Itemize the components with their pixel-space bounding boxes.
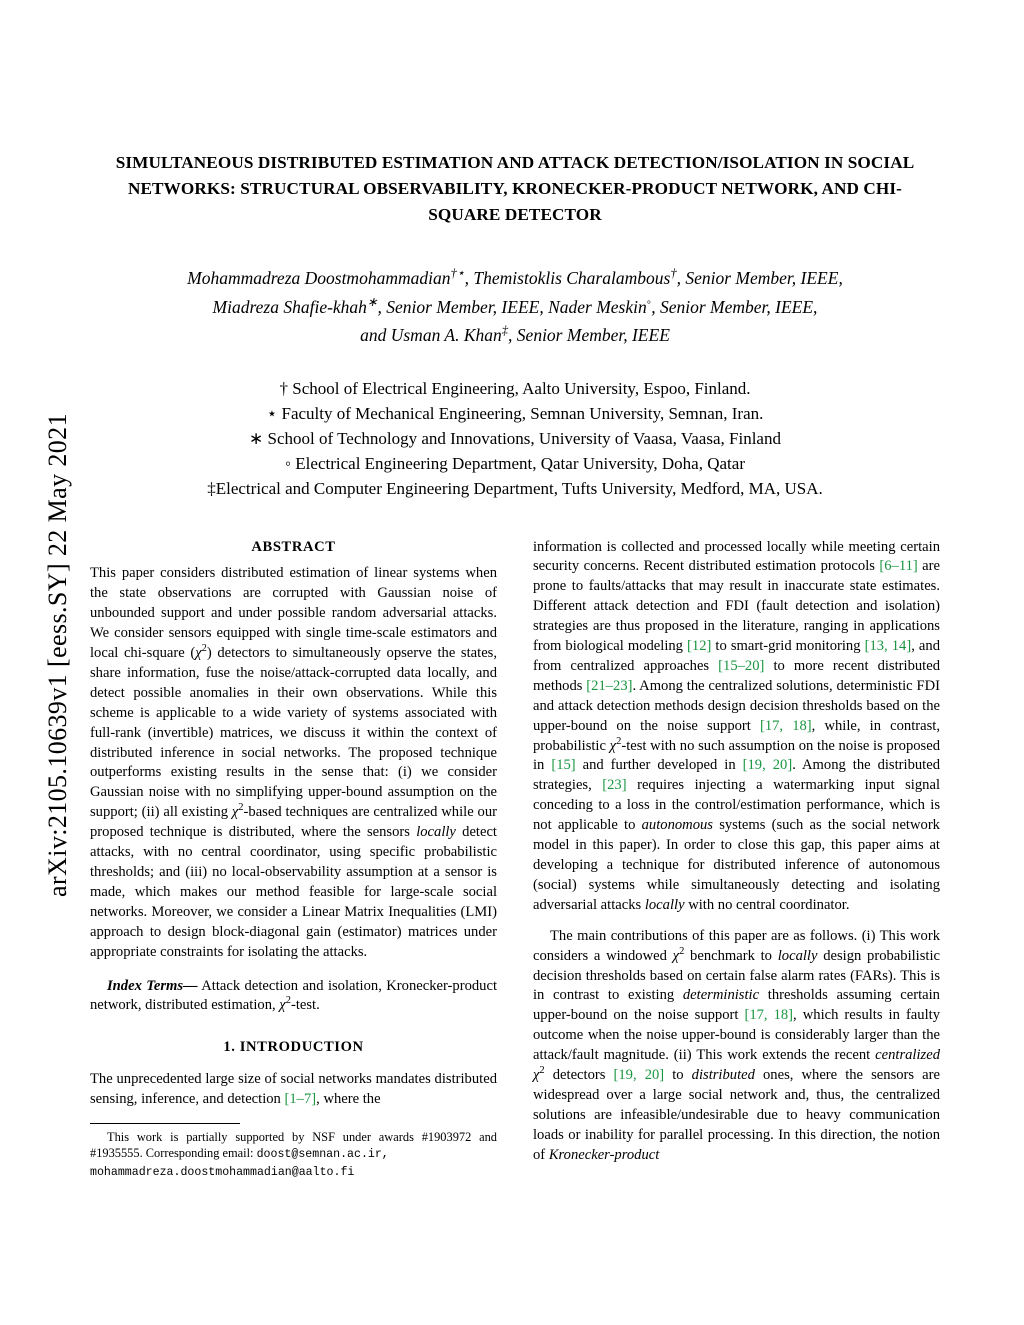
citation-link[interactable]: [19, 20] [613,1067,665,1084]
right-column [533,538,940,1181]
affiliation-block [90,377,940,501]
affiliation-item: ◦ Electrical Engineering Department, Qatar University, Doha, Qatar [285,453,745,473]
citation-link[interactable]: [17, 18] [759,717,812,734]
abstract-heading: ABSTRACT [251,538,336,555]
citation-link[interactable]: [17, 18] [744,1007,794,1024]
two-column-body [90,538,940,1181]
footnote-email-2[interactable]: mohammadreza.doostmohammadian@aalto.fi [90,1165,355,1179]
abstract-paragraph: This paper considers distributed estimation of linear systems when the state observations are corrupted with Gaussian noise of unbounded support and under possible random adversarial attacks. We consider sensors equipped with single time-scale estimators and local chi-square $(\chi^2)$ detectors to simultaneously opserve the states, share information, fuse the noise/attack-corrupted data locally, and detect possible anomalies in their own observations. While this scheme is applicable to a wide variety of systems associated with full-rank (invertible) matrices, we discuss it within the context of distributed inference in social networks. The proposed technique outperforms existing results in the sense that: (i) we consider Gaussian noise with no simplifying upper-bound assumption on the support; (ii) all existing $\chi^2$-based techniques are centralized while our proposed technique is distributed, where the sensors locally detect attacks, with no central coordinator, using specific probabilistic thresholds; and (iii) no local-observability assumption at a sensor is made, which makes our method feasible for large-scale social networks. Moreover, we consider a Linear Matrix Inequalities (LMI) approach to design block-diagonal gain (estimator) matrices under appropriate constraints for isolating the attacks. [90,565,497,960]
footnote-rule [90,1123,240,1124]
footnote-email-1[interactable]: doost@semnan.ac.ir, [256,1148,389,1162]
author-line-3: and Usman A. Khan‡, Senior Member, IEEE [360,323,670,346]
arxiv-stamp: arXiv:2105.10639v1 [eess.SY] 22 May 2021 [43,413,72,897]
citation-link[interactable]: [6–11] [879,558,918,575]
citation-link[interactable]: [19, 20] [742,757,793,774]
page-title: SIMULTANEOUS DISTRIBUTED ESTIMATION AND ATTACK DETECTION/ISOLATION IN SOCIAL NETWORKS: STRUCTURAL OBSERVABILITY, KRONECKER-PRODUCT NETWORK, AND CHI-SQUARE DETECTOR [115,153,915,225]
right-paragraph-2: The main contributions of this paper are as follows. (i) This work considers a windowed $\chi^2$ benchmark to locally design probabilistic decision thresholds based on certain false alarm rates (FARs). This is in contrast to existing deterministic thresholds assuming certain upper-bound on the noise support [17, 18], which results in faulty outcome when the noise upper-bound is considerably larger than the attack/fault magnitude. (ii) This work extends the recent centralized $\chi^2$ detectors [19, 20] to distributed ones, where the sensors are widespread over a large social network and, thus, the centralized solutions are infeasible/undesirable due to heavy communication loads or inability for parallel processing. In this direction, the notion of Kronecker-product [533,927,940,1163]
citation-link[interactable]: [13, 14] [864,638,912,655]
author-list [90,264,940,349]
citation-link[interactable]: [23] [602,777,627,794]
footnote-block [90,1123,497,1180]
footnote-body: This work is partially supported by NSF under awards #1903972 and #1935555. Corresponding email: [90,1130,497,1161]
citation-link[interactable]: [21–23] [586,677,633,694]
right-paragraph-1: information is collected and processed locally while meeting certain security concerns. Recent distributed estimation protocols [6–11] are prone to faults/attacks that may result in inaccurate state estimates. Different attack detection and FDI (fault detection and isolation) strategies are thus proposed in the literature, ranging in applications from biological modeling [12] to smart-grid monitoring [13, 14], and from centralized approaches [15–20] to more recent distributed methods [21–23]. Among the centralized solutions, deterministic FDI and attack detection methods design decision thresholds based on the upper-bound on the noise support [17, 18], while, in contrast, probabilistic $\chi^2$-test with no such assumption on the noise is proposed in [15] and further developed in [19, 20]. Among the distributed strategies, [23] requires injecting a watermarking input signal conceding to a loss in the control/estimation performance, which is not applicable to autonomous systems (such as the social network model in this paper). In order to close this gap, this paper aims at developing a technique for distributed inference of autonomous (social) systems while simultaneously detecting and isolating adversarial attacks locally with no central coordinator. [533,538,940,913]
citation-link[interactable]: [12] [687,638,712,655]
introduction-heading: 1. INTRODUCTION [223,1039,364,1056]
author-line-2: Miadreza Shafie-khah∗, Senior Member, IEEE, Nader Meskin◦, Senior Member, IEEE, [212,294,818,317]
affiliation-item: ‡Electrical and Computer Engineering Department, Tufts University, Medford, MA, USA. [207,478,823,498]
footnote-text [90,1129,497,1180]
intro-paragraph: The unprecedented large size of social networks mandates distributed sensing, inference, and detection [1–7], where the [90,1071,497,1108]
citation-link[interactable]: [15] [551,757,576,774]
affiliation-item: † School of Electrical Engineering, Aalto University, Espoo, Finland. [279,379,751,399]
affiliation-item: ∗ School of Technology and Innovations, University of Vaasa, Vaasa, Finland [249,429,781,449]
author-line-1: Mohammadreza Doostmohammadian†⋆, Themistoklis Charalambous†, Senior Member, IEEE, [187,266,843,289]
citation-link[interactable]: [15–20] [718,657,765,674]
left-column [90,538,497,1181]
citation-link[interactable]: [1–7] [284,1091,317,1108]
paper-content [90,150,940,1180]
affiliation-item: ⋆ Faculty of Mechanical Engineering, Semnan University, Semnan, Iran. [266,404,764,424]
index-terms: Index Terms— Attack detection and isolation, Kronecker-product network, distributed estimation, $\chi^2$-test. [90,977,497,1014]
